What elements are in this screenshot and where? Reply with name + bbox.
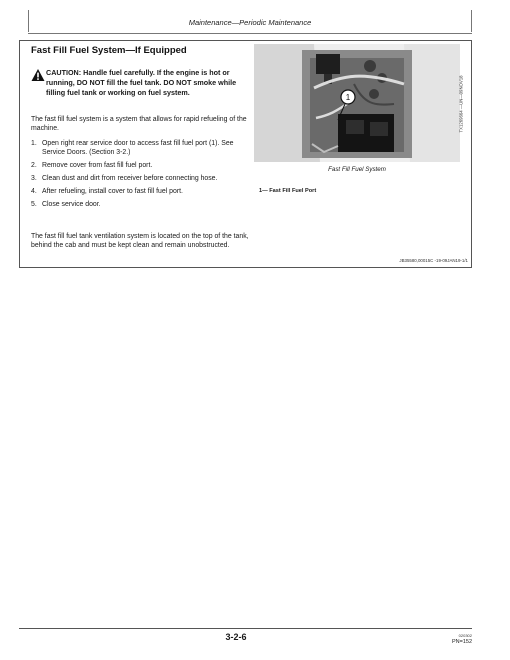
section-title: Fast Fill Fuel System—If Equipped bbox=[31, 45, 187, 56]
step-number: 3. bbox=[31, 175, 37, 182]
image-code bbox=[456, 44, 466, 164]
image-code-text: TX1269664 —UN—09NOV18 bbox=[458, 75, 464, 133]
step-item bbox=[31, 174, 253, 183]
step-text: Close service door. bbox=[42, 201, 101, 208]
page-number: 3-2-6 bbox=[225, 632, 247, 642]
document-code: JB35580,00015C -19-09JAN19-1/1 bbox=[399, 258, 468, 263]
step-text: After refueling, install cover to fast fill fuel port. bbox=[42, 188, 183, 195]
ventilation-note: The fast fill fuel tank ventilation system is located on the top of the tank, behind the cab and must be kept clean and remain unobstructed. bbox=[31, 233, 249, 249]
figure-caption: Fast Fill Fuel System bbox=[328, 166, 386, 173]
step-number: 4. bbox=[31, 188, 37, 195]
step-number: 1. bbox=[31, 140, 37, 147]
figure-legend: 1— Fast Fill Fuel Port bbox=[259, 188, 317, 194]
callout-label: 1 bbox=[345, 93, 351, 102]
header-rule bbox=[28, 33, 472, 34]
step-item bbox=[31, 187, 253, 196]
fuel-system-photo bbox=[254, 44, 460, 162]
caution-text: CAUTION: Handle fuel carefully. If the engine is hot or running, DO NOT fill the fuel tank. DO NOT smoke while filling fuel tank or working on fuel system. bbox=[46, 68, 237, 97]
intro-paragraph: The fast fill fuel system is a system that allows for rapid refueling of the machine. bbox=[31, 116, 247, 132]
page-header bbox=[0, 0, 510, 34]
header-title: Maintenance—Periodic Maintenance bbox=[188, 18, 312, 27]
step-number: 2. bbox=[31, 162, 37, 169]
step-item bbox=[31, 161, 253, 170]
step-text: Open right rear service door to access fast fill fuel port (1). See Service Doors. (Section 3-2.) bbox=[42, 140, 234, 156]
step-item bbox=[31, 139, 253, 157]
warning-triangle-icon bbox=[31, 68, 45, 82]
footer-rule bbox=[19, 628, 472, 629]
step-text: Remove cover from fast fill fuel port. bbox=[42, 162, 153, 169]
footer-pn: PN=152 bbox=[451, 639, 472, 645]
footer-code: 020302 bbox=[458, 633, 472, 638]
procedure-steps bbox=[31, 139, 253, 213]
step-item bbox=[31, 200, 253, 209]
step-number: 5. bbox=[31, 201, 37, 208]
step-text: Clean dust and dirt from receiver before connecting hose. bbox=[42, 175, 218, 182]
